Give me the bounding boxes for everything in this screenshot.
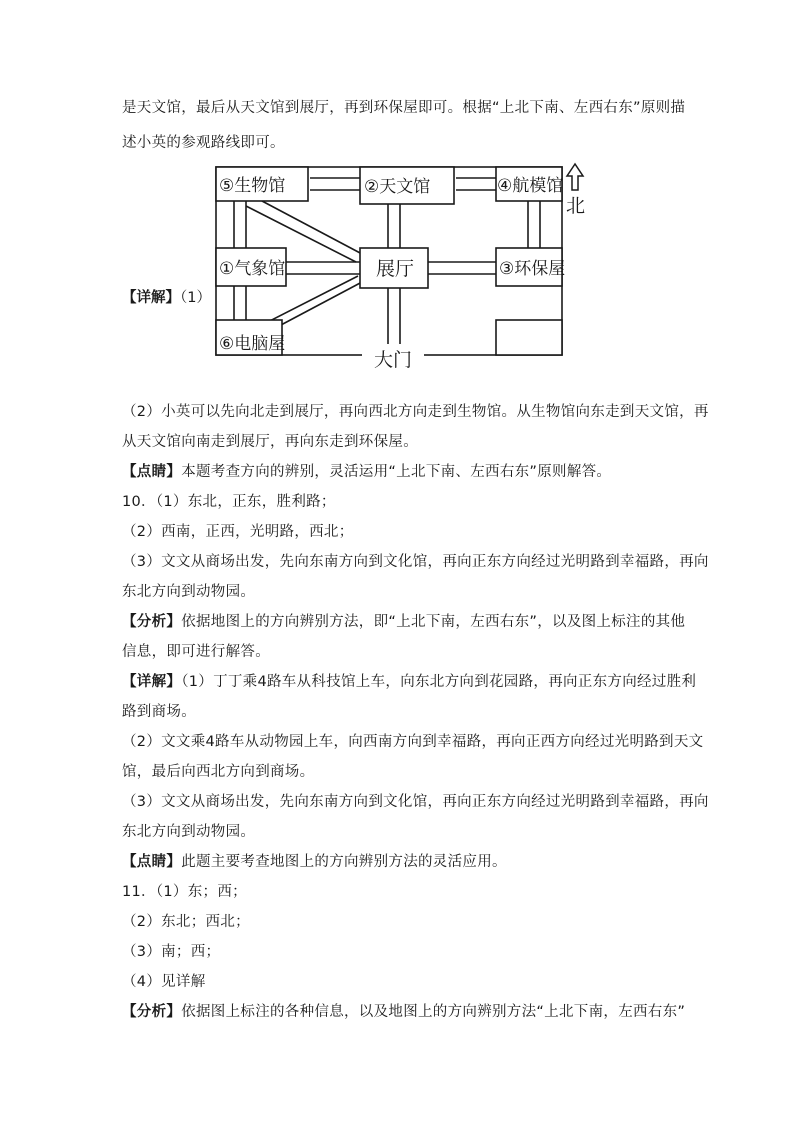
paragraph-line: （2）小英可以先向北走到展厅，再向西北方向走到生物馆。从生物馆向东走到天文馆，再 <box>122 404 709 420</box>
paragraph-line: 路到商场。 <box>122 704 196 720</box>
label-astronomy: ②天文馆 <box>364 177 431 197</box>
label-biology: ⑤生物馆 <box>219 176 286 196</box>
box-blank <box>496 320 562 355</box>
paragraph-line: （3）文文从商场出发，先向东南方向到文化馆，再向正东方向经过光明路到幸福路，再向 <box>122 554 709 570</box>
paragraph-text: 本题考查方向的辨别，灵活运用“上北下南、左西右东”原则解答。 <box>181 464 612 480</box>
paragraph-line: 信息，即可进行解答。 <box>122 644 270 660</box>
paragraph-text: （1）丁丁乘4路车从科技馆上车，向东北方向到花园路，再向正东方向经过胜利 <box>181 674 697 690</box>
north-arrow-icon <box>567 164 583 190</box>
paragraph-line: 馆，最后向西北方向到商场。 <box>122 764 315 780</box>
paragraph-line <box>122 1002 685 1022</box>
tag-analysis: 【分析】 <box>122 1004 182 1020</box>
tag-comment: 【点睛】 <box>122 854 182 870</box>
label-gate: 大门 <box>374 349 413 371</box>
paragraph-line: （3）南；西； <box>122 944 221 960</box>
paragraph-line: （4）见详解 <box>122 974 206 990</box>
label-north: 北 <box>566 195 586 217</box>
label-weather: ①气象馆 <box>219 259 286 279</box>
paragraph-line: 东北方向到动物园。 <box>122 584 256 600</box>
paragraph-line: （2）文文乘4路车从动物园上车，向西南方向到幸福路，再向正西方向经过光明路到天文 <box>122 734 704 750</box>
paragraph-line: 10．（1）东北，正东，胜利路； <box>122 494 336 510</box>
paragraph-line: （3）文文从商场出发，先向东南方向到文化馆，再向正东方向经过光明路到幸福路，再向 <box>122 794 709 810</box>
paragraph-line: （2）东北；西北； <box>122 914 250 930</box>
tag-detail: 【详解】 <box>122 674 182 690</box>
tag-detail: 【详解】 <box>122 290 180 306</box>
exhibition-map <box>0 0 800 400</box>
tag-analysis: 【分析】 <box>122 614 182 630</box>
paragraph-text: 依据地图上的方向辨别方法，即“上北下南，左西右东”，以及图上标注的其他 <box>181 614 686 630</box>
paragraph-text: 此题主要考查地图上的方向辨别方法的灵活应用。 <box>181 854 507 870</box>
paragraph-line <box>122 612 685 632</box>
label-hall: 展厅 <box>376 258 415 280</box>
paragraph-line: 从天文馆向南走到展厅，再向东走到环保屋。 <box>122 434 418 450</box>
label-aviation: ④航模馆 <box>497 176 564 196</box>
tag-comment: 【点睛】 <box>122 464 182 480</box>
paragraph-line <box>122 462 611 482</box>
paragraph-line <box>122 672 696 692</box>
paragraph-text: 依据图上标注的各种信息，以及地图上的方向辨别方法“上北下南，左西右东” <box>181 1004 686 1020</box>
paragraph-line <box>122 852 507 872</box>
label-computer: ⑥电脑屋 <box>219 334 286 354</box>
paragraph-line: 述小英的参观路线即可。 <box>122 135 285 151</box>
paragraph-line: 是天文馆，最后从天文馆到展厅，再到环保屋即可。根据“上北下南、左西右东”原则描 <box>122 100 686 116</box>
paragraph-line: 东北方向到动物园。 <box>122 824 256 840</box>
label-eco: ③环保屋 <box>499 259 566 279</box>
paragraph-line: 11．（1）东；西； <box>122 884 247 900</box>
paragraph-line: （2）西南，正西，光明路，西北； <box>122 524 354 540</box>
sub-question-label: （1） <box>180 290 211 306</box>
